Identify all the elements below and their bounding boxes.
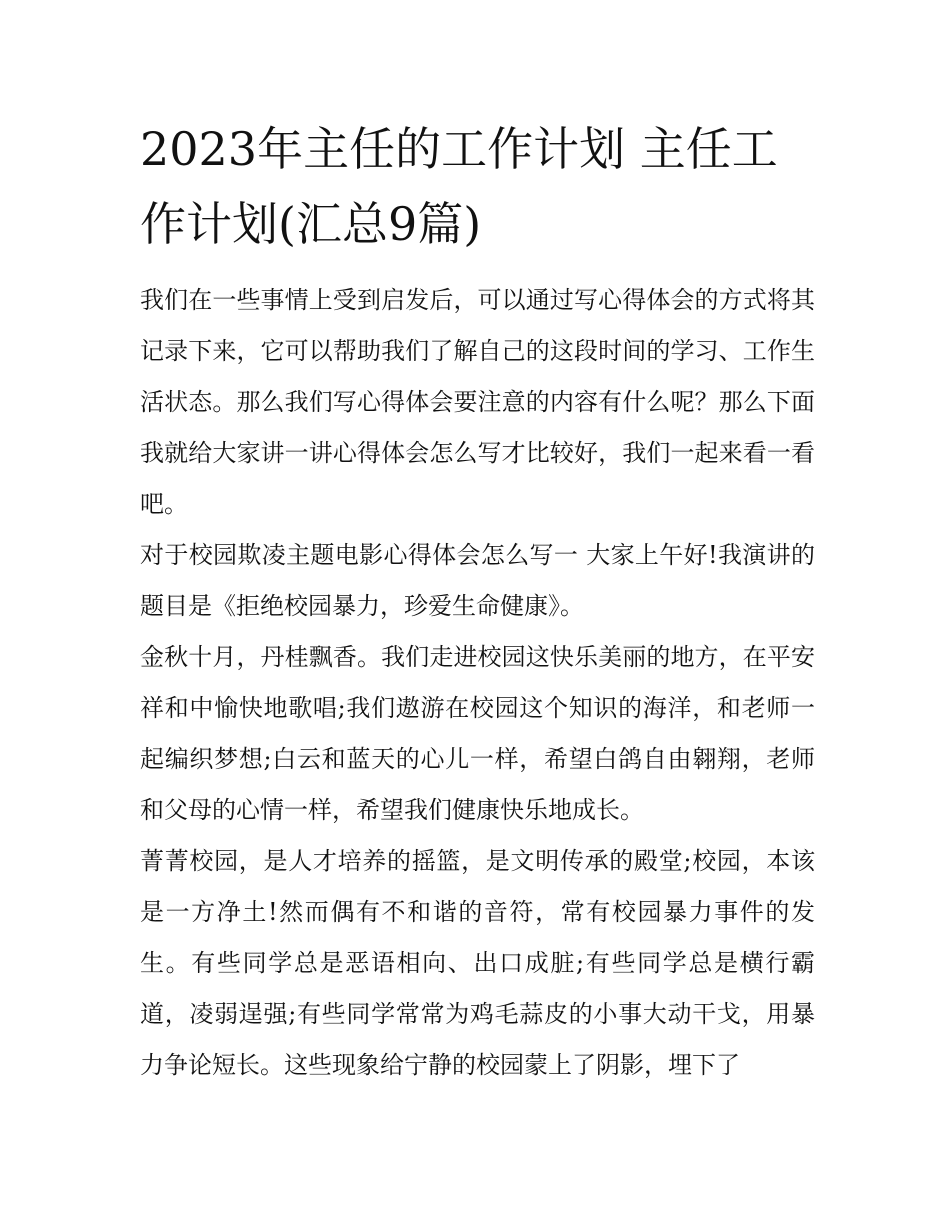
paragraph-autumn: 金秋十月，丹桂飘香。我们走进校园这快乐美丽的地方，在平安祥和中愉快地歌唱;我们遨游在校园这个知识的海洋，和老师一起编织梦想;白云和蓝天的心儿一样，希望白鸽自由翱翔，老师和父母的心情一样，希望我们健康快乐地成长。 — [140, 643, 815, 824]
paragraph-speech-opening: 对于校园欺凌主题电影心得体会怎么写一 大家上午好!我演讲的题目是《拒绝校园暴力，珍爱生命健康》。 — [140, 541, 815, 620]
document-title: 2023年主任的工作计划 主任工作计划(汇总9篇) — [140, 122, 778, 251]
document-body — [140, 275, 815, 1091]
paragraph-campus-violence: 菁菁校园，是人才培养的摇篮，是文明传承的殿堂;校园，本该是一方净土!然而偶有不和谐的音符，常有校园暴力事件的发生。有些同学总是恶语相向、出口成脏;有些同学总是横行霸道，凌弱逞强;有些同学常常为鸡毛蒜皮的小事大动干戈，用暴力争论短长。这些现象给宁静的校园蒙上了阴影，埋下了 — [140, 847, 815, 1079]
paragraph-intro: 我们在一些事情上受到启发后，可以通过写心得体会的方式将其记录下来，它可以帮助我们了解自己的这段时间的学习、工作生活状态。那么我们写心得体会要注意的内容有什么呢？那么下面我就给大家讲一讲心得体会怎么写才比较好，我们一起来看一看吧。 — [140, 286, 815, 518]
